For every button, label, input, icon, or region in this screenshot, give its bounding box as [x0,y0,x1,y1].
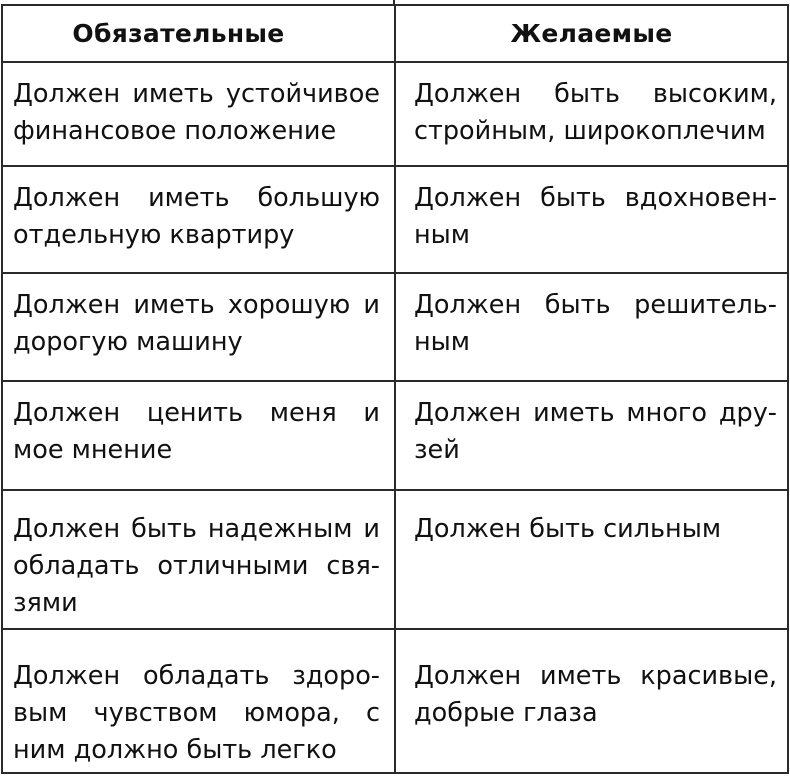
cell-text: Должен быть надежным и обладать отличными связями [13,514,380,618]
cell-required [2,381,395,490]
cell-text: Должен быть вдохновенным [414,183,777,250]
table-row [2,166,788,273]
cell-desired [395,62,788,166]
cell-text: Должен быть сильным [414,514,722,544]
table-row [2,62,788,166]
header-desired [395,5,788,62]
cell-text: Должен быть высоким, стройным, широкоплечим [414,79,777,146]
cell-desired [395,166,788,273]
cell-desired [395,273,788,381]
requirements-table [1,4,789,774]
cell-text: Должен иметь большую отдельную квартиру [13,183,380,250]
header-required-label: Обязательные [72,19,285,48]
table-row [2,381,788,490]
cell-text: Должен быть решительным [414,290,777,357]
table-row [2,490,788,629]
cell-text: Должен ценить меня и мое мнение [13,398,380,465]
header-desired-label: Желаемые [510,19,673,48]
cell-required [2,629,395,773]
cell-required [2,273,395,381]
table-row [2,629,788,773]
cell-text: Должен иметь устойчивое финансовое положение [13,79,380,146]
cell-required [2,166,395,273]
table-row [2,273,788,381]
cell-desired [395,381,788,490]
cell-text: Должен обладать здоровым чувством юмора, с ним должно быть легко [13,661,380,765]
cell-required [2,62,395,166]
cell-text: Должен иметь хорошую и дорогую машину [13,290,380,357]
cell-text: Должен иметь много друзей [414,398,777,465]
header-row [2,5,788,62]
cell-desired [395,490,788,629]
cell-desired [395,629,788,773]
cell-text: Должен иметь красивые, добрые глаза [414,661,777,728]
header-required [2,5,395,62]
cell-required [2,490,395,629]
